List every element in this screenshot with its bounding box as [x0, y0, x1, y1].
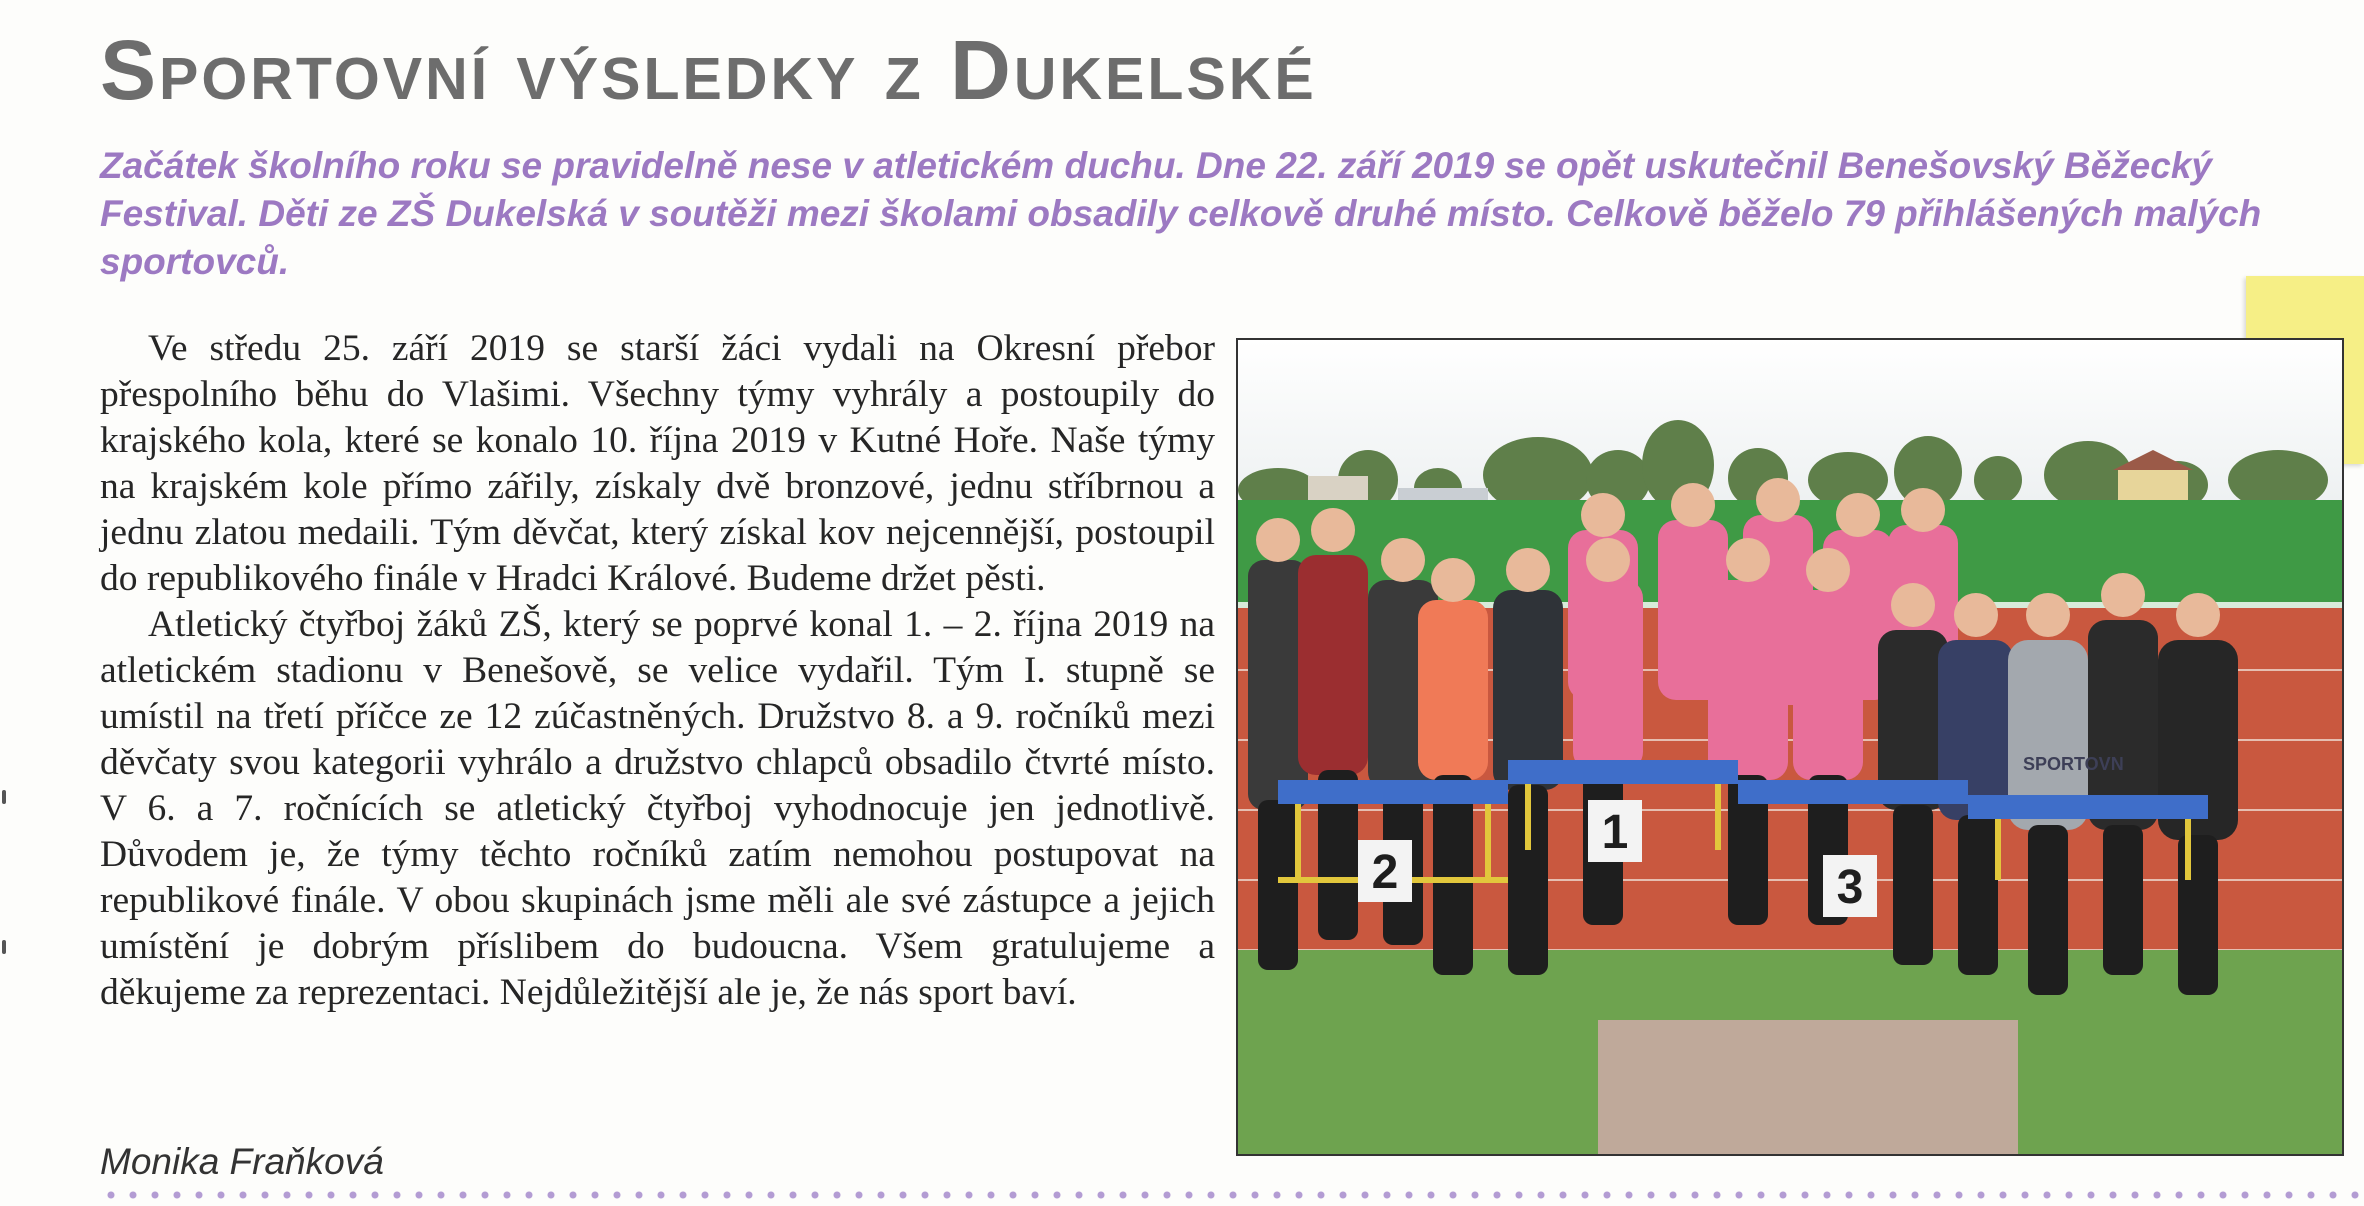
podium-label-second: 2 [1371, 846, 1399, 899]
team-photo [1236, 338, 2344, 1156]
article-body [100, 326, 1215, 1016]
margin-mark [2, 790, 6, 804]
article-title: Sportovní výsledky z Dukelské [100, 23, 1317, 117]
dotted-divider [100, 1190, 2364, 1200]
article-lead: Začátek školního roku se pravidelně nese v atletickém duchu. Dne 22. září 2019 se opět uskutečnil Benešovský Běžecký Festival. Děti ze ZŠ Dukelská v soutěži mezi školami obsadily celkově druhé místo. Celkově běželo 79 přihlášených malých sportovců. [100, 145, 2262, 282]
body-paragraph: Ve středu 25. září 2019 se starší žáci vydali na Okresní přebor přespolního běhu do Vlašimi. Všechny týmy vyhrály a postoupily do krajského kola, které se konalo 10. října 2019 v Kutné Hoře. Naše týmy na krajském kole přímo zářily, získaly dvě bronzové, jednu stříbrnou a jednu zlatou medaili. Tým děvčat, který získal kov nejcennější, postoupil do republikového finále v Hradci Králové. Budeme držet pěsti. [100, 328, 1215, 599]
body-paragraph: Atletický čtyřboj žáků ZŠ, který se poprvé konal 1. – 2. října 2019 na atletickém stadionu v Benešově, se velice vydařil. Tým I. stupně se umístil na třetí příčce ze 12 zúčastněných. Družstvo 8. a 9. ročníků mezi děvčaty svou kategorii vyhrálo a družstvo chlapců obsadilo čtvrté místo. V 6. a 7. ročnících se atletický čtyřboj vyhodnocuje jen jednotlivě. Důvodem je, že týmy těchto ročníků zatím nemohou postupovat na republikové finále. V obou skupinách jsme měli ale své zástupce a jejich umístění je dobrým příslibem do budoucna. Všem gratulujeme a děkujeme za reprezentaci. Nejdůležitější ale je, že nás sport baví. [100, 604, 1215, 1013]
author-signature: Monika Fraňková [100, 1141, 384, 1182]
shirt-text: SPORTOVN [2023, 754, 2124, 774]
podium-label-third: 3 [1836, 861, 1864, 914]
margin-mark [2, 940, 6, 954]
podium-label-first: 1 [1601, 806, 1629, 859]
team-photo-illustration [1238, 340, 2342, 1154]
